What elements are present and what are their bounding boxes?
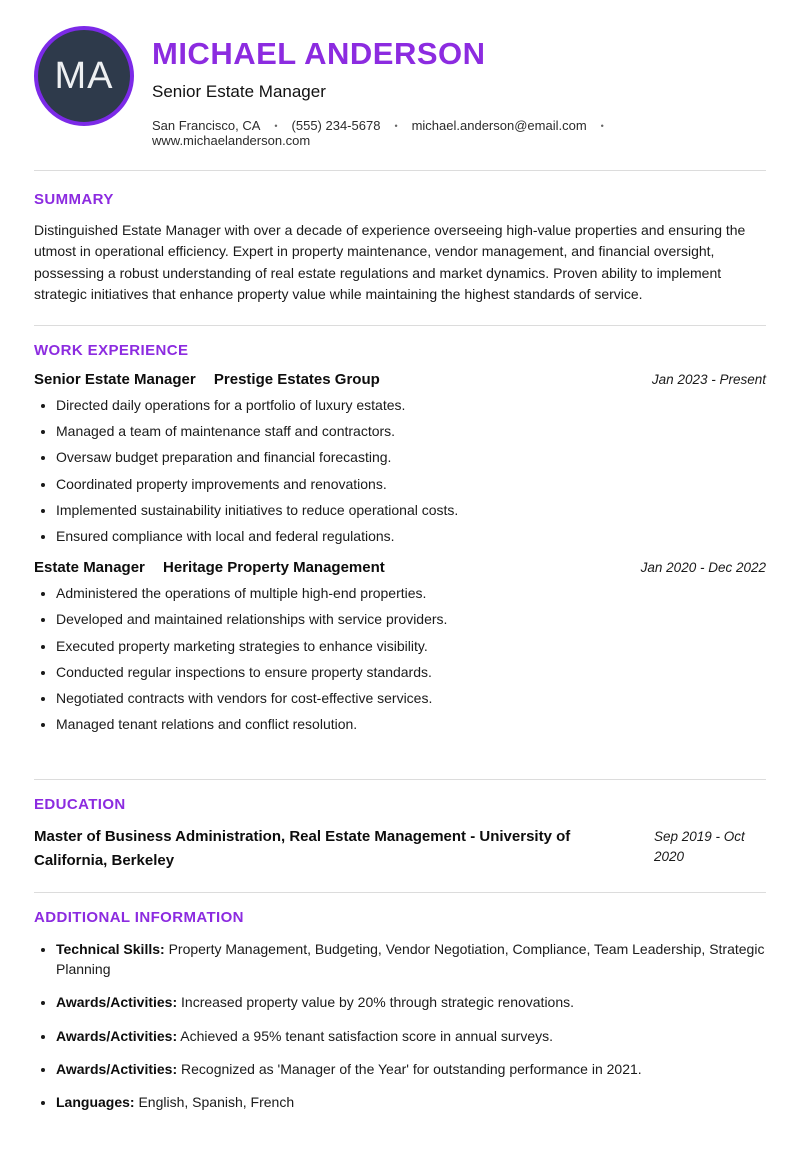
info-item-text: Increased property value by 20% through strategic renovations. bbox=[181, 994, 575, 1011]
education-dates: Sep 2019 - Oct 2020 bbox=[654, 829, 745, 864]
candidate-name: MICHAEL ANDERSON bbox=[152, 36, 486, 71]
info-item bbox=[56, 1092, 766, 1112]
info-item bbox=[56, 1026, 766, 1046]
education-heading: EDUCATION bbox=[34, 796, 126, 814]
job-company: Heritage Property Management bbox=[163, 559, 385, 577]
work-experience-section bbox=[34, 325, 766, 733]
job-title-row bbox=[34, 559, 385, 576]
job-bullet: • Managed tenant relations and conflict resolution. bbox=[56, 715, 766, 733]
job-header bbox=[34, 559, 766, 576]
job-bullet: • Executed property marketing strategies to enhance visibility. bbox=[56, 637, 766, 655]
job-title-row bbox=[34, 371, 380, 388]
contact-website: www.michaelanderson.com bbox=[152, 133, 311, 148]
separator-dot-icon: • bbox=[274, 120, 278, 131]
work-experience-heading: WORK EXPERIENCE bbox=[34, 342, 189, 360]
avatar bbox=[34, 26, 134, 126]
contact-location: San Francisco, CA bbox=[152, 118, 261, 133]
job-dates: Jan 2023 - Present bbox=[651, 372, 766, 388]
info-item-label: Technical Skills: bbox=[56, 940, 165, 957]
contact-phone: (555) 234-5678 bbox=[291, 118, 381, 133]
additional-info-list bbox=[34, 939, 766, 1113]
contact-email: michael.anderson@email.com bbox=[411, 118, 587, 133]
job-bullet: • Administered the operations of multiple high-end properties. bbox=[56, 584, 766, 602]
info-item bbox=[56, 992, 766, 1012]
separator-dot-icon: • bbox=[394, 120, 398, 131]
info-item-text: Property Management, Budgeting, Vendor Negotiation, Compliance, Team Leadership, Strategic Planning bbox=[56, 940, 765, 978]
header-text bbox=[152, 26, 766, 148]
summary-text: Distinguished Estate Manager with over a decade of experience overseeing high-value properties and ensuring the utmost in operational efficiency. Expert in property maintenance, vendor management, and financial oversight, possessing a robust understanding of real estate regulations and market dynamics. Proven ability to implement strategic initiatives that enhance property value while maintaining the highest standards of service. bbox=[34, 222, 746, 302]
info-item bbox=[56, 939, 766, 980]
summary-heading: SUMMARY bbox=[34, 191, 114, 208]
contact-row bbox=[152, 118, 766, 148]
info-item-label: Languages: bbox=[56, 1094, 135, 1111]
job-bullet: • Implemented sustainability initiatives to reduce operational costs. bbox=[56, 501, 766, 519]
job-bullet: • Negotiated contracts with vendors for cost-effective services. bbox=[56, 689, 766, 707]
info-item-label: Awards/Activities: bbox=[56, 1027, 178, 1044]
additional-information-heading: ADDITIONAL INFORMATION bbox=[34, 908, 244, 926]
summary-section bbox=[34, 191, 766, 305]
education-degree: Master of Business Administration, Real Estate Management - University of California, Berkeley bbox=[34, 828, 571, 869]
additional-information-section bbox=[34, 892, 766, 1113]
job-header bbox=[34, 371, 766, 388]
resume-header bbox=[34, 26, 766, 171]
job-bullet: • Developed and maintained relationships with service providers. bbox=[56, 610, 766, 628]
info-item-label: Awards/Activities: bbox=[56, 1061, 178, 1077]
education-section bbox=[34, 779, 766, 872]
info-item-label: Awards/Activities: bbox=[56, 994, 178, 1011]
job-title: Estate Manager bbox=[34, 559, 145, 577]
candidate-title: Senior Estate Manager bbox=[152, 82, 326, 101]
job-bullet: • Oversaw budget preparation and financial forecasting. bbox=[56, 448, 766, 466]
info-item-text: Recognized as 'Manager of the Year' for outstanding performance in 2021. bbox=[181, 1061, 642, 1077]
job-bullet: • Managed a team of maintenance staff and contractors. bbox=[56, 422, 766, 440]
job-bullet-list bbox=[34, 396, 766, 545]
job-bullet-list bbox=[34, 584, 766, 733]
job-title: Senior Estate Manager bbox=[34, 371, 196, 389]
job-dates: Jan 2020 - Dec 2022 bbox=[640, 560, 766, 576]
job-bullet: • Conducted regular inspections to ensure property standards. bbox=[56, 663, 766, 681]
education-entry bbox=[34, 825, 766, 872]
job-entry bbox=[34, 559, 766, 733]
separator-dot-icon: • bbox=[600, 120, 604, 131]
info-item-text: English, Spanish, French bbox=[138, 1094, 295, 1111]
job-bullet: • Ensured compliance with local and federal regulations. bbox=[56, 527, 766, 545]
avatar-initials: MA bbox=[54, 54, 114, 97]
info-item-text: Achieved a 95% tenant satisfaction score in annual surveys. bbox=[180, 1027, 554, 1044]
job-bullet: • Directed daily operations for a portfolio of luxury estates. bbox=[56, 396, 766, 414]
job-company: Prestige Estates Group bbox=[213, 371, 380, 389]
info-item bbox=[56, 1059, 766, 1079]
job-bullet: • Coordinated property improvements and renovations. bbox=[56, 475, 766, 493]
job-entry bbox=[34, 371, 766, 545]
